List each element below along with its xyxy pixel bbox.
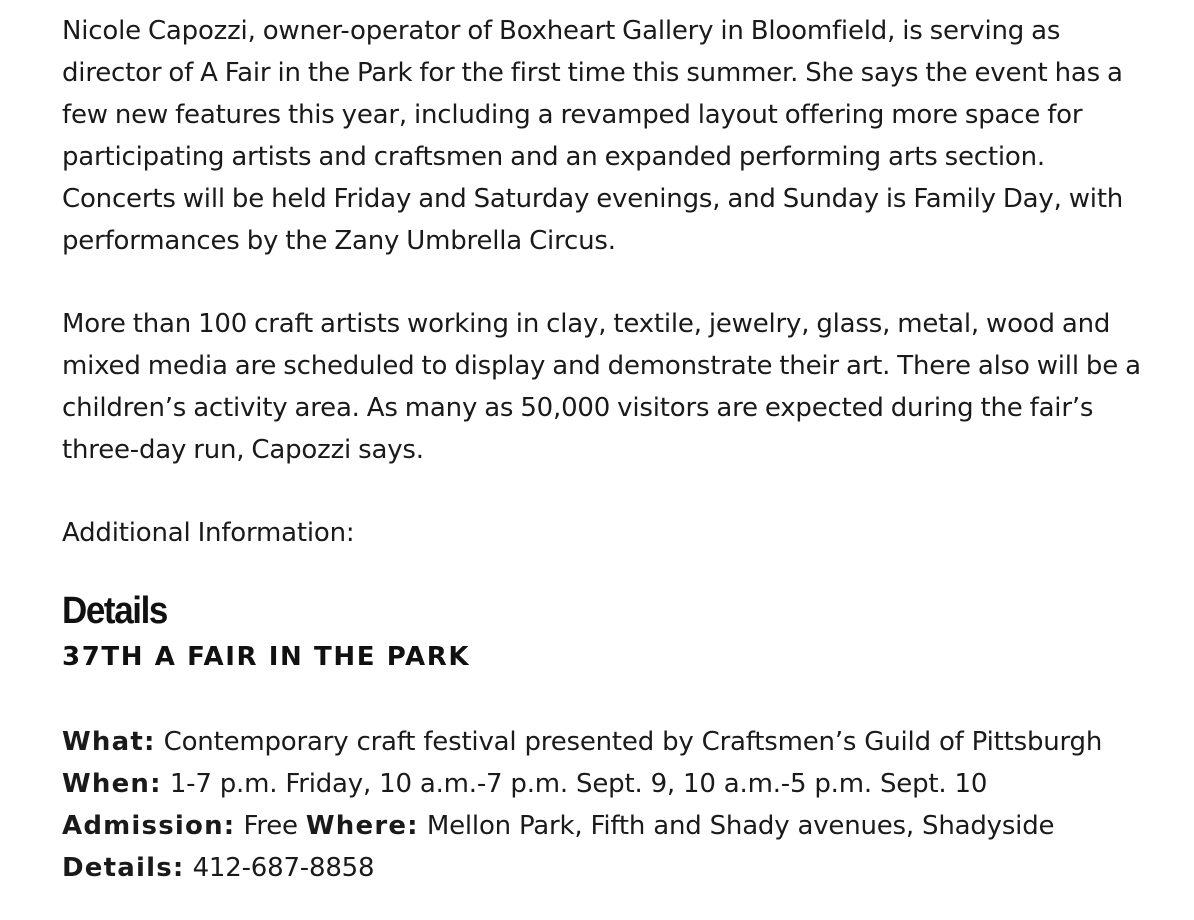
what-line [62,721,1162,763]
when-value: 1-7 p.m. Friday, 10 a.m.-7 p.m. Sept. 9, 10 a.m.-5 p.m. Sept. 10 [169,769,988,799]
article-paragraph: Nicole Capozzi, owner-operator of Boxheart Gallery in Bloomfield, is serving as director of A Fair in the Park for the first time this summer. She says the event has a few new features this year, including a revamped layout offering more space for participating artists and craftsmen and an expanded performing arts section. Concerts will be held Friday and Saturday evenings, and Sunday is Family Day, with performances by the Zany Umbrella Circus. [62,16,1124,256]
admission-where-line [62,805,1162,847]
when-line [62,763,1162,805]
when-label: When: [62,769,162,799]
contact-label: Details: [62,853,185,883]
event-info-block [62,721,1162,889]
contact-phone: 412-687-8858 [192,853,375,883]
article-paragraph: More than 100 craft artists working in clay, textile, jewelry, glass, metal, wood and mixed media are scheduled to display and demonstrate their art. There also will be a children’s activity area. As many as 50,000 visitors are expected during the fair’s three-day run, Capozzi says. [62,309,1141,465]
details-heading: Details [62,590,167,632]
where-value: Mellon Park, Fifth and Shady avenues, Shadyside [426,811,1055,841]
what-value: Contemporary craft festival presented by Craftsmen’s Guild of Pittsburgh [163,727,1103,757]
article-body [62,10,1142,554]
additional-information-label: Additional Information: [62,518,355,548]
contact-line [62,847,1162,889]
where-label: Where: [305,811,419,841]
what-label: What: [62,727,156,757]
admission-label: Admission: [62,811,236,841]
admission-value: Free [243,811,298,841]
event-name: 37TH A FAIR IN THE PARK [62,642,471,672]
